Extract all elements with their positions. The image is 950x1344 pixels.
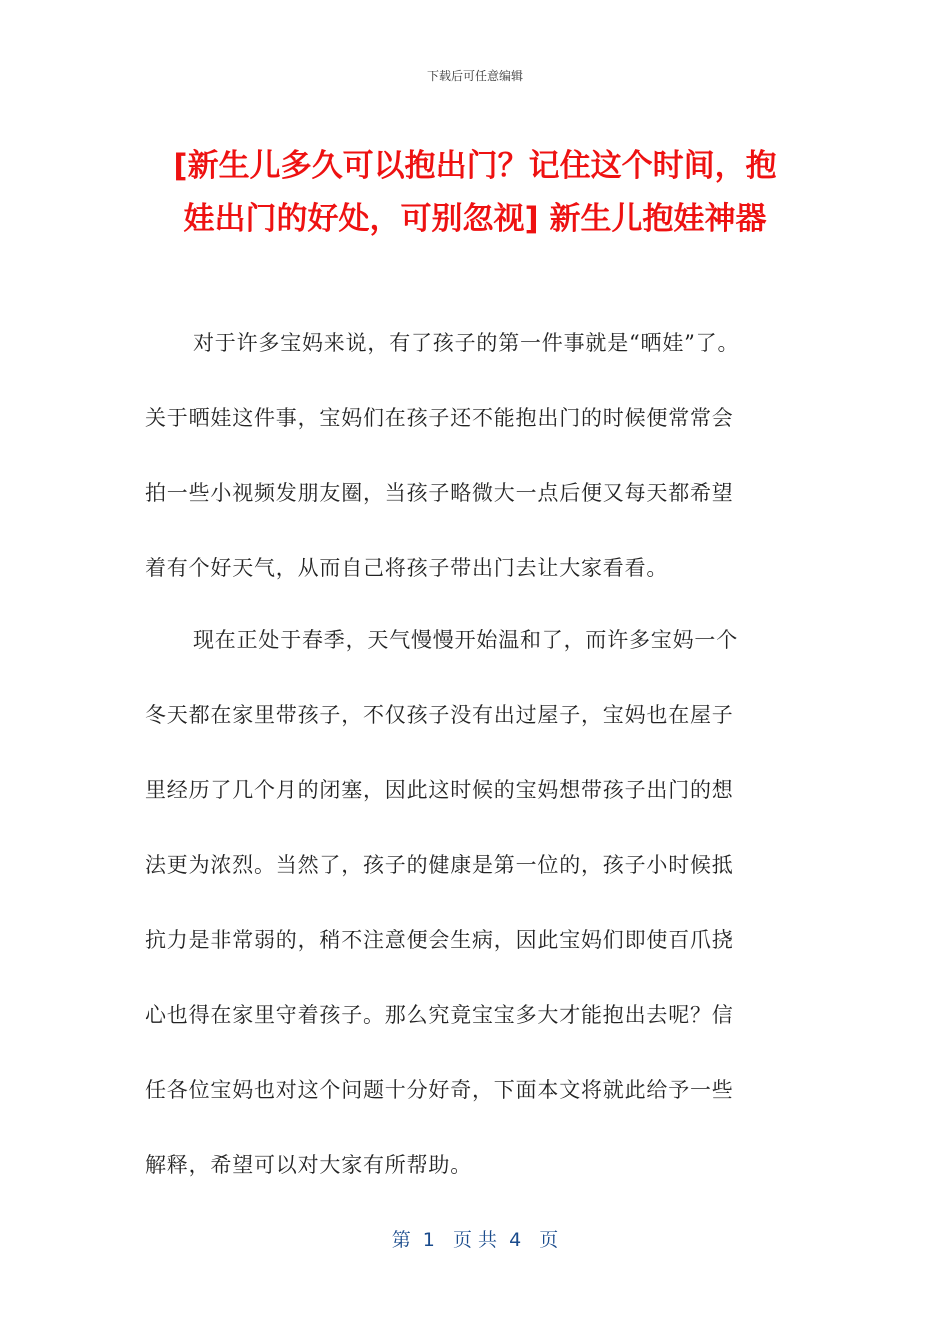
document-title [145,140,805,246]
title-line-1: [新生儿多久可以抱出门？记住这个时间，抱 [173,148,777,184]
paragraph-2 [145,603,805,1203]
paragraph-line: 解释，希望可以对大家有所帮助。 [145,1153,472,1177]
paragraph-line: 冬天都在家里带孩子，不仅孩子没有出过屋子，宝妈也在屋子 [145,703,734,727]
paragraph-line: 法更为浓烈。当然了，孩子的健康是第一位的，孩子小时候抵 [145,853,734,877]
paragraph-line: 着有个好天气，从而自己将孩子带出门去让大家看看。 [145,556,669,580]
paragraph-line: 里经历了几个月的闭塞，因此这时候的宝妈想带孩子出门的想 [145,778,734,802]
paragraph-line: 心也得在家里守着孩子。那么究竟宝宝多大才能抱出去呢？信 [145,1003,734,1027]
paragraph-line: 关于晒娃这件事，宝妈们在孩子还不能抱出门的时候便常常会 [145,406,734,430]
header-note: 下载后可任意编辑 [426,69,523,83]
page-number-footer: 第 1 页 共 4 页 [391,1229,559,1251]
paragraph-1 [145,306,805,606]
paragraph-line: 任各位宝妈也对这个问题十分好奇，下面本文将就此给予一些 [145,1078,734,1102]
title-line-2: 娃出门的好处，可别忽视] 新生儿抱娃神器 [183,201,767,237]
paragraph-line: 对于许多宝妈来说，有了孩子的第一件事就是“晒娃”了。 [193,331,740,355]
paragraph-line: 拍一些小视频发朋友圈，当孩子略微大一点后便又每天都希望 [145,481,734,505]
paragraph-line: 抗力是非常弱的，稍不注意便会生病，因此宝妈们即使百爪挠 [145,928,734,952]
paragraph-line: 现在正处于春季，天气慢慢开始温和了，而许多宝妈一个 [193,628,738,652]
